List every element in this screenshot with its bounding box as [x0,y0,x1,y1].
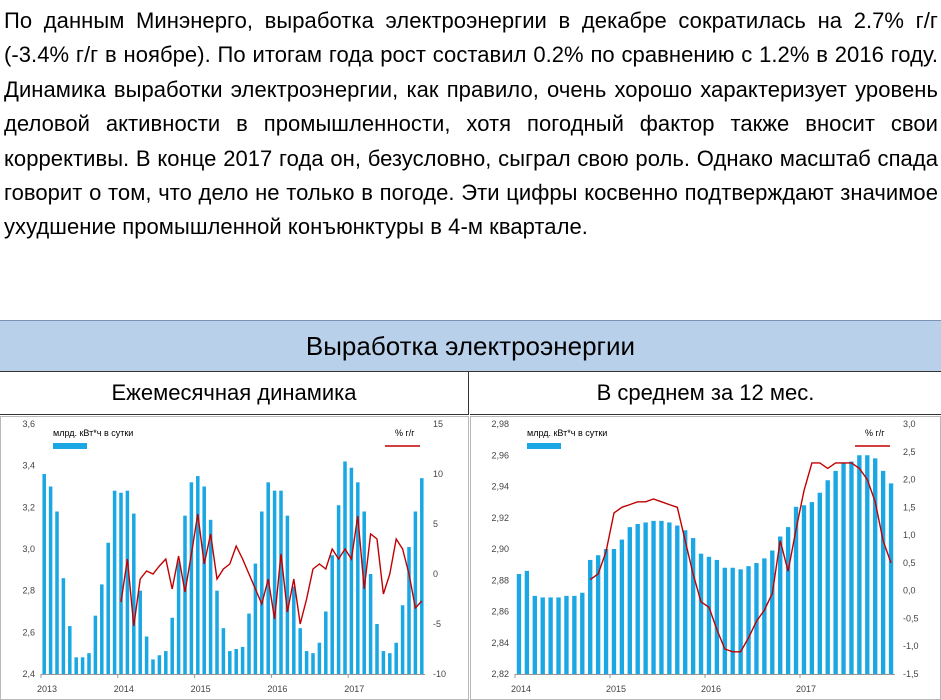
bar [113,491,117,674]
y-tick-left: 3,2 [22,502,35,513]
avg12-chart-svg [470,416,941,700]
y-tick-left: 2,96 [491,450,509,461]
bar [659,521,663,674]
left-chart-header: Ежемесячная динамика [0,371,469,415]
bar [202,487,206,675]
x-tick-label: 2016 [701,684,722,694]
y-tick-right: -1,0 [903,641,919,652]
x-tick-label: 2016 [267,684,288,694]
bar [620,540,624,674]
bar [841,463,845,674]
bar [343,462,347,675]
bar [279,491,283,674]
bar [151,659,155,674]
bar [74,657,78,674]
y-tick-right: 0 [433,569,439,579]
y-tick-right: 1,5 [903,502,916,513]
bar [849,462,853,675]
bar [126,491,130,674]
bar [305,651,309,674]
bar [324,612,328,675]
bar [731,568,735,674]
bar [643,522,647,674]
bar [100,584,104,674]
y-tick-left: 2,92 [491,512,509,523]
bar [330,555,334,674]
bar [362,512,366,675]
y-tick-left: 3,0 [22,544,35,554]
bar [234,649,238,674]
bar [636,524,640,674]
y-tick-right: 1,0 [903,530,916,541]
bar [298,628,302,674]
bar [667,522,671,674]
bar [588,560,592,674]
bar [94,616,98,674]
bar [292,587,296,675]
bar [818,493,822,674]
bar [138,591,142,674]
bar [738,569,742,674]
y-tick-left: 2,86 [491,606,509,617]
bar [81,657,85,674]
bar [746,566,750,674]
y-tick-left: 2,8 [22,585,35,596]
bar [388,653,392,674]
bar [68,626,72,674]
bar [222,628,226,674]
y-tick-right: 2,0 [903,474,916,485]
bar [318,643,322,674]
bar [651,521,655,674]
bar [49,487,53,675]
bar [401,605,405,674]
y-tick-right: 0,0 [903,585,916,596]
bar [541,597,545,674]
section-banner: Выработка электроэнергии [0,320,941,372]
bar [350,468,354,674]
paragraph: По данным Минэнерго, выработка электроэнергии в декабре сократилась на 2.7% г/г (-3.4% г/г в ноябре). По итогам года рост составил 0.2% по сравнению с 1.2% в 2016 году. Динамика выработки электроэнергии, как правило, очень хорошо характеризует уровень деловой активности в промышленности, хотя погодный фактор также вносит свои коррективы. В конце 2017 года он, безусловно, сыграл свою роль. Однако масштаб спада говорит о том, что дело не только в погоде. Эти цифры косвенно подтверждают значимое ухудшение промышленной конъюнктуры в 4-м квартале. [4,8,938,240]
bar [533,596,537,674]
bar [873,458,877,674]
y-tick-right: 0,5 [903,557,916,568]
bar [691,538,695,674]
bar [273,491,277,674]
bar [215,591,219,674]
x-tick-label: 2014 [113,684,134,694]
bar [715,560,719,674]
bar [604,549,608,674]
yoy-line [121,514,422,626]
bar [857,455,861,674]
x-tick-label: 2013 [37,684,58,694]
bar [810,502,814,674]
legend-bar-swatch [53,443,87,449]
bar [572,596,576,674]
bar [833,471,837,674]
legend-bar-swatch [527,443,561,449]
monthly-chart [0,416,469,700]
y-tick-left: 2,6 [22,627,35,638]
bar [865,455,869,674]
bar [628,527,632,674]
bar [356,482,360,674]
y-tick-left: 2,90 [491,544,509,554]
bar [196,476,200,674]
bar [802,505,806,674]
y-tick-left: 3,4 [22,460,35,471]
x-tick-label: 2017 [796,684,817,694]
y-tick-left: 3,6 [22,419,35,429]
y-tick-left: 2,94 [491,481,509,492]
bar [612,549,616,674]
bar [770,551,774,674]
bar [145,637,149,675]
bar [42,474,46,674]
bar [762,558,766,674]
y-tick-right: 5 [433,519,439,529]
bar [55,512,59,675]
bar [707,557,711,674]
bar [699,554,703,674]
y-tick-left: 2,98 [491,419,509,429]
bar [337,505,341,674]
bar [158,655,162,674]
y-tick-left: 2,88 [491,575,509,586]
legend-bar-label: млрд. кВт*ч в сутки [527,428,608,438]
y-tick-right: 2,5 [903,446,916,457]
bar [394,643,398,674]
bar [382,651,386,674]
legend-bar-label: млрд. кВт*ч в сутки [53,428,134,438]
y-tick-left: 2,84 [491,637,509,648]
bar [375,624,379,674]
bar [826,480,830,674]
bar [889,483,893,674]
bar [132,514,136,674]
bar [786,527,790,674]
bar [407,547,411,674]
y-tick-right: -0,5 [903,613,919,624]
monthly-chart-svg [0,416,469,700]
avg12-chart [470,416,941,700]
bar [675,526,679,674]
bar [881,471,885,674]
y-tick-right: -5 [433,619,442,629]
y-tick-right: 3,0 [903,419,916,429]
x-tick-label: 2017 [344,684,365,694]
bar [414,512,418,675]
bar [778,537,782,675]
bar [556,597,560,674]
x-tick-label: 2014 [511,684,532,694]
bar [254,564,258,674]
bar [260,512,264,675]
bar [266,482,270,674]
bar [170,618,174,674]
y-tick-right: 10 [433,469,444,479]
y-tick-left: 2,4 [22,669,35,679]
y-tick-right: -10 [433,669,447,679]
bar [241,647,245,674]
bar [87,653,91,674]
bar [119,493,123,674]
bar [228,651,232,674]
bar [106,543,110,674]
y-tick-right: -1,5 [903,669,919,679]
bar [548,597,552,674]
bar [683,530,687,674]
bar [311,653,315,674]
bar [164,651,168,674]
x-tick-label: 2015 [190,684,211,694]
y-tick-left: 2,82 [491,669,509,679]
bar [420,478,424,674]
bar [62,578,66,674]
bar [177,562,181,675]
bar [564,596,568,674]
bar [369,574,373,674]
bar [580,593,584,674]
y-tick-right: 15 [433,419,444,429]
right-chart-header: В среднем за 12 мес. [470,371,941,415]
x-tick-label: 2015 [606,684,627,694]
bar [525,571,529,674]
bar [190,482,194,674]
bar [183,516,187,674]
bar [517,574,521,674]
bar [247,614,251,674]
legend-line-label: % г/г [865,428,885,438]
legend-line-label: % г/г [395,428,415,438]
bar [723,568,727,674]
